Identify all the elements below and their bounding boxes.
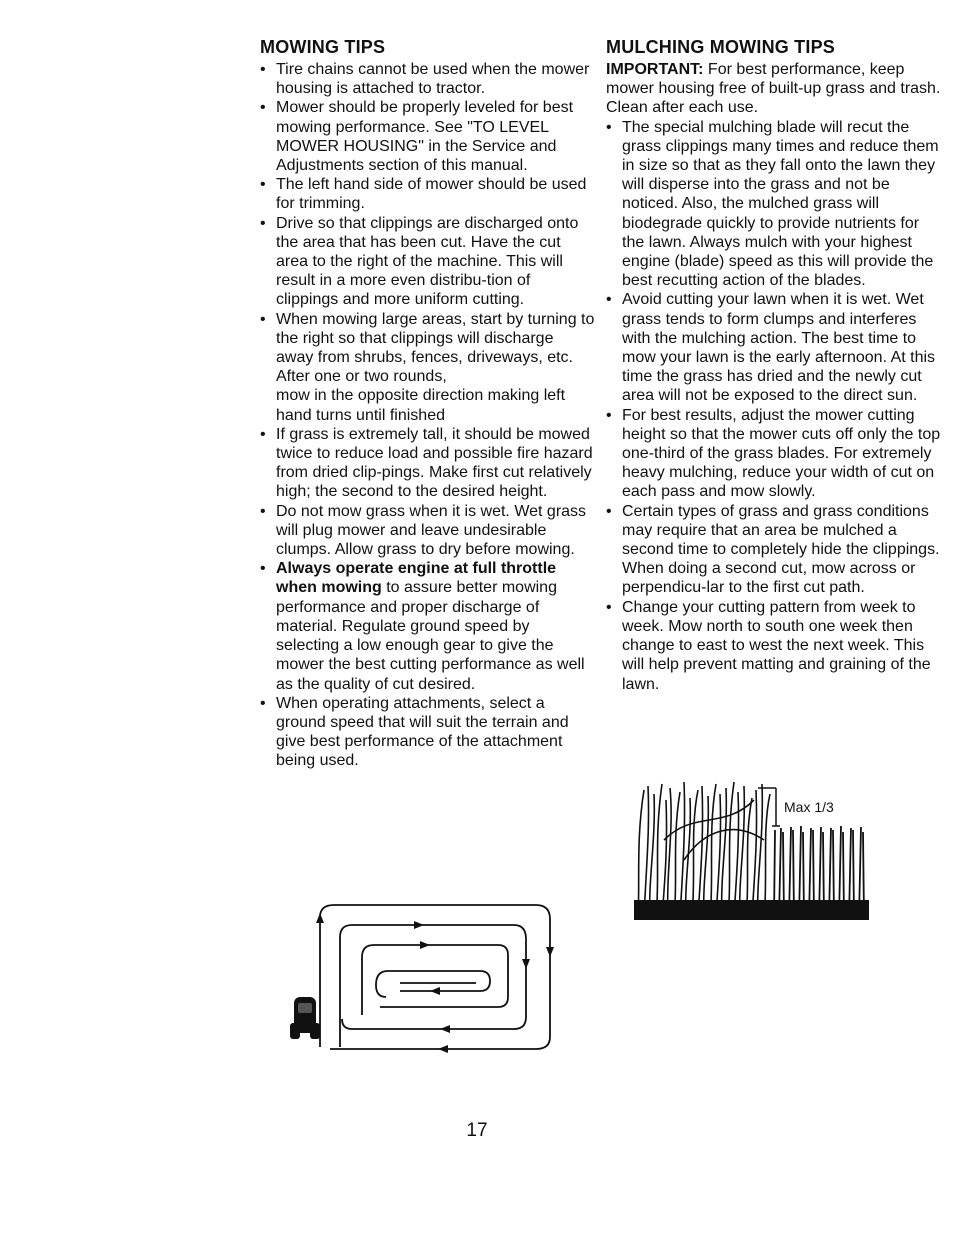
mowing-path xyxy=(320,905,550,1049)
list-item: • Do not mow grass when it is wet. Wet grass will plug mower and leave undesirable clumps. Allow grass to dry before mowing. xyxy=(260,502,587,559)
mulching-tips-list xyxy=(606,118,941,694)
list-item: • Certain types of grass and grass conditions may require that an area be mulched a second time to completely hide the clippings. When doing a second cut, mow across or perpendicu-lar to the first cut path. xyxy=(606,502,940,597)
list-item: • Change your cutting pattern from week to week. Mow north to south one week then change to east to west the next week. This will help prevent matting and graining of the lawn. xyxy=(606,598,931,693)
tractor-icon xyxy=(290,997,320,1039)
tall-grass-icon xyxy=(638,782,770,918)
grass-height-illustration xyxy=(634,780,874,920)
important-label: IMPORTANT: xyxy=(606,61,704,78)
page-number: 17 xyxy=(466,1120,488,1141)
list-item-continuation: mow in the opposite direction making left hand turns until finished xyxy=(276,387,566,424)
list-item: • When mowing large areas, start by turning to the right so that clippings will discharge away from shrubs, fences, driveways, etc. After one or two rounds, mow in the opposite direction making left hand turns until finished xyxy=(260,310,595,424)
list-item: • Always operate engine at full throttle when mowing to assure better mowing performance and proper discharge of material. Regulate ground speed by selecting a low enough gear to give the mower the best cutting performance as well as the quality of cut desired. xyxy=(260,560,585,693)
list-item: • The special mulching blade will recut the grass clippings many times and reduce them in size so that as they fall onto the lawn they will disperse into the grass and not be noticed. Also, the mulched grass will biodegrade quickly to provide nutrients for the lawn. Always mulch with your highest engine (blade) speed as this will provide the best recutting action of the blades. xyxy=(606,118,939,290)
arrow-left-icon xyxy=(440,1025,450,1033)
mowing-pattern-diagram xyxy=(290,897,560,1055)
list-item: • Tire chains cannot be used when the mower housing is attached to tractor. xyxy=(260,61,590,98)
ground-band xyxy=(634,900,869,920)
max-label: Max 1/3 xyxy=(784,799,834,815)
list-item: • When operating attachments, select a ground speed that will suit the terrain and give best performance of the attachment being used. xyxy=(260,694,569,770)
list-item: • The left hand side of mower should be used for trimming. xyxy=(260,176,587,213)
list-item: • For best results, adjust the mower cutting height so that the mower cuts off only the top one-third of the grass blades. For extremely heavy mulching, reduce your width of cut on each pass and mow slowly. xyxy=(606,406,941,501)
arrow-down-icon xyxy=(546,947,554,957)
bold-phrase: Always operate engine at full throttle when mowing xyxy=(276,560,557,597)
list-item: • Mower should be properly leveled for best mowing performance. See "TO LEVEL MOWER HOUSING" in the Service and Adjustments section of this manual. xyxy=(260,99,574,175)
mowing-tips-heading: MOWING TIPS xyxy=(260,37,386,57)
list-item: • Drive so that clippings are discharged onto the area that has been cut. Have the cut area to the right of the machine. This will result in a more even distribu-tion of clippings and more uniform cutting. xyxy=(260,214,579,309)
arrow-left-icon xyxy=(438,1045,448,1053)
arrow-up-icon xyxy=(316,913,324,923)
important-note: IMPORTANT: For best performance, keep mower housing free of built-up grass and trash. Clean after each use. xyxy=(606,61,941,117)
mowing-tips-list xyxy=(260,60,595,771)
arrow-left-icon xyxy=(430,987,440,995)
arrow-right-icon xyxy=(420,941,430,949)
list-item: • Avoid cutting your lawn when it is wet. Wet grass tends to form clumps and interferes with the mulching action. The best time to mow your lawn is the early afternoon. At this time the grass has dried and the newly cut area will not be exposed to the direct sun. xyxy=(606,291,936,405)
mulching-tips-column xyxy=(606,36,941,694)
arrow-down-icon xyxy=(522,959,530,969)
mowing-tips-column xyxy=(260,36,595,771)
arrow-right-icon xyxy=(414,921,424,929)
list-item: • If grass is extremely tall, it should be mowed twice to reduce load and possible fire hazard from dried clip-pings. Make first cut relatively high; the second to the desired height. xyxy=(260,425,593,501)
mulching-tips-heading: MULCHING MOWING TIPS xyxy=(606,37,835,57)
